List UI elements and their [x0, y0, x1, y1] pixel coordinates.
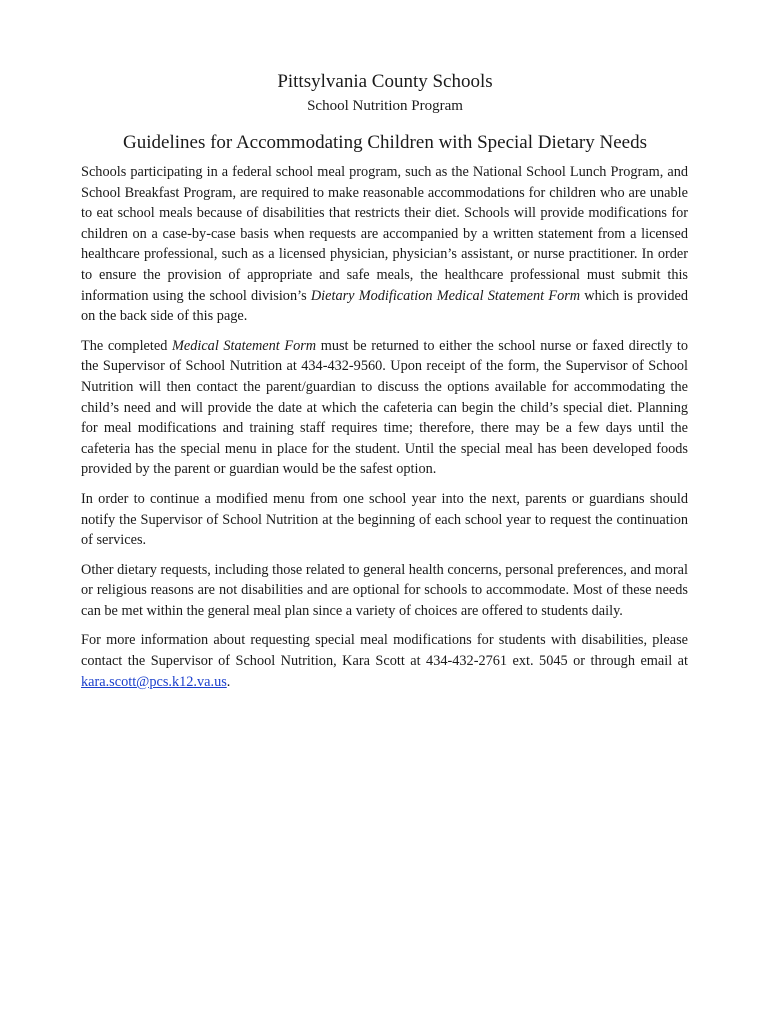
document-header: [0, 70, 770, 155]
organization-name: Pittsylvania County Schools: [277, 71, 493, 92]
form-name-italic: Dietary Modification Medical Statement Form: [310, 287, 581, 304]
program-name: School Nutrition Program: [307, 98, 463, 114]
paragraph-other-requests: Other dietary requests, including those related to general health concerns, personal preferences, and moral or religious reasons are not disabilities and are optional for schools to accommodate. Most of these needs can be met within the general meal plan since a variety of choices are offered to students daily.: [81, 561, 688, 619]
paragraph-text: The completed: [81, 337, 172, 354]
paragraph-eligibility: [81, 162, 688, 327]
paragraph-submission: [81, 336, 688, 480]
document-title: Guidelines for Accommodating Children with Special Dietary Needs: [123, 132, 647, 153]
paragraph-text: which is provided on the back side of this page.: [81, 287, 688, 325]
paragraph-contact: [81, 630, 688, 692]
paragraph-text: must be returned to either the school nurse or faxed directly to the Supervisor of School Nutrition at 434-432-9560. Upon receipt of the form, the Supervisor of School Nutrition will then contact the parent/guardian to discuss the options available for accommodating the child’s need and will provide the date at which the cafeteria can begin the child’s special diet. Planning for meal modifications and training staff requires time; therefore, there may be a few days until the cafeteria has the special menu in place for the student. Until the special meal has been developed foods provided by the parent or guardian would be the safest option.: [81, 337, 688, 478]
paragraph-text: Schools participating in a federal school meal program, such as the National School Lunch Program, and School Breakfast Program, are required to make reasonable accommodations for children who are unable to eat school meals because of disabilities that restricts their diet. Schools will provide modifications for children on a case-by-case basis when requests are accompanied by a written statement from a licensed healthcare professional, such as a licensed physician, physician’s assistant, or nurse practitioner. In order to ensure the provision of appropriate and safe meals, the healthcare professional must submit this information using the school division’s: [81, 164, 688, 304]
paragraph-text: .: [226, 673, 231, 690]
paragraph-continuation: In order to continue a modified menu from one school year into the next, parents or guardians should notify the Supervisor of School Nutrition at the beginning of each school year to request the continuation of services.: [81, 490, 688, 549]
paragraph-text: For more information about requesting special meal modifications for students with disabilities, please contact the Supervisor of School Nutrition, Kara Scott at 434-432-2761 ext. 5045 or through email at: [81, 632, 688, 670]
form-name-italic: Medical Statement Form: [171, 337, 317, 354]
document-body: [81, 162, 688, 701]
email-link[interactable]: kara.scott@pcs.k12.va.us: [81, 673, 227, 690]
